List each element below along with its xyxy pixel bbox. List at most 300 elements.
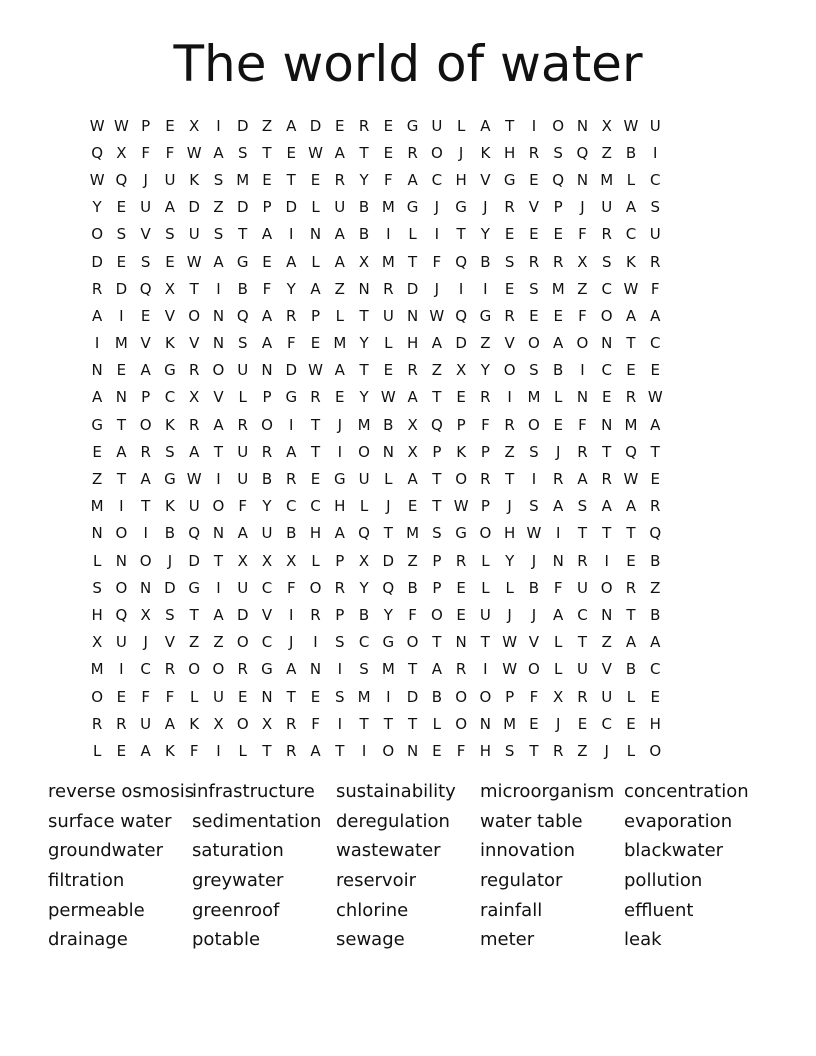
grid-letter: R <box>286 306 297 325</box>
grid-letter: N <box>212 524 225 543</box>
grid-letter: C <box>650 660 661 679</box>
grid-letter: E <box>650 470 660 489</box>
grid-letter: I <box>580 361 585 380</box>
grid-letter: I <box>361 741 367 760</box>
grid-letter: T <box>432 388 442 407</box>
grid-letter: K <box>626 252 636 271</box>
grid-letter: J <box>507 497 512 516</box>
grid-letter: F <box>262 279 272 298</box>
grid-letter: T <box>286 170 296 189</box>
grid-letter: Y <box>92 198 102 217</box>
grid-letter: U <box>188 225 200 244</box>
grid-letter: C <box>310 497 321 516</box>
grid-letter: C <box>358 633 370 652</box>
grid-letter: D <box>285 361 298 380</box>
grid-letter: N <box>552 551 564 570</box>
grid-letter: F <box>650 279 660 298</box>
grid-letter: J <box>143 633 148 652</box>
grid-letter: X <box>213 714 224 733</box>
grid-letter: L <box>626 741 636 760</box>
grid-letter: X <box>577 252 588 271</box>
grid-letter: B <box>625 660 637 679</box>
grid-letter: D <box>236 605 249 624</box>
grid-letter: Z <box>601 143 612 162</box>
grid-letter: Q <box>382 578 395 597</box>
grid-letter: T <box>505 116 515 135</box>
grid-letter: F <box>311 714 320 733</box>
word-list-item: wastewater <box>336 840 441 862</box>
grid-letter: M <box>90 660 104 679</box>
grid-letter: I <box>337 442 342 461</box>
grid-letter: L <box>311 551 320 570</box>
grid-letter: P <box>553 198 563 217</box>
grid-letter: C <box>650 170 661 189</box>
grid-letter: O <box>479 687 492 706</box>
grid-letter: U <box>261 524 273 543</box>
grid-row <box>85 139 733 166</box>
grid-letter: V <box>261 605 273 624</box>
grid-letter: J <box>580 198 585 217</box>
grid-letter: F <box>553 578 563 597</box>
grid-letter: E <box>116 687 127 706</box>
grid-letter: X <box>261 551 273 570</box>
word-list-item: regulator <box>480 870 563 892</box>
grid-letter: V <box>601 660 612 679</box>
grid-letter: S <box>529 279 539 298</box>
grid-letter: S <box>577 497 588 516</box>
grid-letter: A <box>310 279 321 298</box>
grid-letter: E <box>529 225 539 244</box>
grid-letter: I <box>458 279 464 298</box>
grid-letter: N <box>309 225 322 244</box>
grid-letter: W <box>453 497 469 516</box>
word-list-item: blackwater <box>624 840 724 862</box>
word-list-item: sewage <box>336 929 405 951</box>
grid-letter: G <box>164 470 176 489</box>
grid-letter: U <box>576 660 588 679</box>
grid-letter: N <box>115 388 128 407</box>
grid-letter: Z <box>480 334 491 353</box>
grid-letter: R <box>650 252 661 271</box>
grid-letter: E <box>456 388 466 407</box>
grid-letter: L <box>190 687 199 706</box>
grid-letter: D <box>236 116 249 135</box>
grid-letter: I <box>386 225 391 244</box>
grid-letter: V <box>140 225 151 244</box>
grid-letter: T <box>262 741 272 760</box>
word-list-item: meter <box>480 929 535 951</box>
grid-letter: N <box>601 415 613 434</box>
grid-letter: E <box>577 714 588 733</box>
grid-letter: E <box>626 714 636 733</box>
grid-letter: A <box>237 524 248 543</box>
grid-letter: J <box>531 605 537 624</box>
grid-letter: T <box>602 442 612 461</box>
grid-letter: T <box>650 442 660 461</box>
word-list-item: sedimentation <box>192 810 322 832</box>
grid-letter: R <box>504 306 515 325</box>
grid-letter: W <box>186 252 202 271</box>
grid-letter: R <box>504 198 515 217</box>
grid-letter: T <box>383 524 393 543</box>
grid-letter: O <box>649 741 662 760</box>
grid-letter: O <box>455 687 468 706</box>
grid-letter: R <box>480 388 491 407</box>
grid-letter: O <box>212 497 225 516</box>
grid-letter: N <box>455 633 467 652</box>
grid-letter: J <box>434 198 440 217</box>
grid-letter: I <box>119 497 124 516</box>
grid-letter: L <box>626 170 636 189</box>
grid-letter: D <box>164 578 176 597</box>
grid-letter: O <box>261 415 273 434</box>
grid-row <box>85 166 733 193</box>
grid-letter: M <box>236 170 250 189</box>
grid-letter: C <box>431 170 443 189</box>
grid-letter: S <box>432 524 442 543</box>
grid-letter: S <box>504 741 515 760</box>
grid-letter: F <box>286 334 296 353</box>
grid-letter: P <box>141 388 151 407</box>
grid-letter: N <box>91 524 103 543</box>
grid-letter: I <box>313 633 318 652</box>
grid-letter: I <box>216 279 221 298</box>
grid-letter: A <box>334 252 345 271</box>
grid-letter: N <box>212 334 225 353</box>
grid-letter: R <box>261 442 273 461</box>
grid-letter: T <box>359 143 369 162</box>
grid-letter: G <box>236 252 249 271</box>
grid-letter: D <box>309 116 322 135</box>
grid-letter: J <box>458 143 464 162</box>
grid-letter: E <box>310 170 321 189</box>
grid-letter: O <box>479 524 492 543</box>
word-list-item: reservoir <box>336 870 416 892</box>
grid-letter: X <box>553 687 564 706</box>
grid-letter: M <box>114 334 128 353</box>
grid-letter: C <box>625 225 637 244</box>
grid-letter: N <box>261 361 273 380</box>
grid-letter: U <box>479 605 491 624</box>
grid-letter: L <box>92 741 102 760</box>
grid-letter: A <box>92 388 103 407</box>
grid-letter: G <box>382 633 395 652</box>
grid-letter: G <box>164 361 176 380</box>
grid-letter: O <box>600 306 613 325</box>
grid-letter: I <box>94 334 100 353</box>
grid-letter: I <box>216 116 221 135</box>
grid-letter: E <box>383 116 394 135</box>
grid-letter: O <box>430 143 443 162</box>
grid-letter: J <box>555 714 561 733</box>
grid-letter: W <box>186 470 202 489</box>
grid-letter: Y <box>480 361 490 380</box>
grid-letter: X <box>189 388 200 407</box>
grid-letter: O <box>528 415 540 434</box>
word-list-item: evaporation <box>624 810 733 832</box>
grid-letter: Z <box>189 633 200 652</box>
word-list-item: infrastructure <box>192 781 315 802</box>
grid-letter: O <box>188 306 201 325</box>
grid-letter: S <box>601 252 612 271</box>
grid-letter: M <box>406 524 420 543</box>
grid-letter: T <box>626 334 636 353</box>
grid-letter: A <box>625 306 637 325</box>
grid-letter: A <box>92 306 103 325</box>
grid-letter: A <box>286 660 297 679</box>
grid-letter: X <box>286 551 297 570</box>
grid-letter: I <box>483 279 488 298</box>
grid-letter: R <box>552 470 564 489</box>
grid-letter: T <box>359 306 369 325</box>
grid-letter: D <box>236 198 249 217</box>
grid-letter: D <box>382 551 395 570</box>
grid-letter: E <box>456 578 466 597</box>
grid-letter: A <box>140 361 151 380</box>
grid-letter: W <box>429 306 445 325</box>
grid-letter: U <box>601 198 613 217</box>
grid-letter: R <box>91 279 103 298</box>
grid-letter: I <box>143 524 148 543</box>
grid-row <box>85 302 733 329</box>
grid-letter: S <box>92 578 102 597</box>
grid-letter: S <box>359 660 369 679</box>
grid-letter: S <box>140 252 151 271</box>
grid-letter: I <box>434 225 440 244</box>
grid-letter: E <box>310 470 321 489</box>
grid-letter: G <box>188 578 200 597</box>
grid-letter: U <box>649 225 661 244</box>
grid-letter: S <box>165 225 175 244</box>
grid-letter: V <box>164 306 176 325</box>
grid-letter: J <box>604 741 609 760</box>
grid-letter: R <box>237 415 248 434</box>
grid-letter: G <box>333 470 346 489</box>
grid-letter: J <box>483 198 488 217</box>
grid-letter: Q <box>430 415 443 434</box>
word-list-item: deregulation <box>336 810 450 832</box>
grid-letter: W <box>113 116 129 135</box>
grid-letter: L <box>554 633 563 652</box>
grid-letter: B <box>237 279 248 298</box>
grid-letter: O <box>236 633 249 652</box>
grid-letter: E <box>601 388 612 407</box>
grid-letter: C <box>577 605 588 624</box>
grid-letter: R <box>625 578 637 597</box>
grid-letter: D <box>406 279 419 298</box>
grid-letter: W <box>308 361 323 380</box>
grid-letter: A <box>310 741 321 760</box>
grid-letter: B <box>286 524 297 543</box>
grid-row <box>85 221 733 248</box>
grid-letter: E <box>432 741 442 760</box>
grid-letter: N <box>358 279 370 298</box>
grid-letter: D <box>91 252 103 271</box>
grid-letter: O <box>309 578 322 597</box>
grid-letter: S <box>553 143 563 162</box>
grid-letter: A <box>407 170 418 189</box>
grid-letter: X <box>237 551 248 570</box>
grid-letter: U <box>164 170 176 189</box>
grid-letter: R <box>237 660 248 679</box>
grid-letter: O <box>212 660 225 679</box>
grid-letter: A <box>650 306 661 325</box>
grid-letter: U <box>601 687 613 706</box>
grid-letter: I <box>604 551 609 570</box>
grid-letter: R <box>358 116 370 135</box>
grid-letter: F <box>456 741 466 760</box>
word-list-item: greywater <box>192 870 284 892</box>
grid-letter: I <box>386 687 391 706</box>
grid-letter: R <box>188 361 200 380</box>
word-list-item: drainage <box>48 929 128 951</box>
grid-letter: L <box>481 578 490 597</box>
grid-letter: T <box>408 252 418 271</box>
grid-letter: Q <box>455 252 468 271</box>
grid-letter: R <box>601 225 612 244</box>
grid-letter: P <box>262 198 272 217</box>
grid-letter: T <box>529 741 539 760</box>
grid-letter: U <box>358 470 370 489</box>
grid-row <box>85 384 733 411</box>
grid-letter: O <box>455 470 468 489</box>
grid-letter: Y <box>480 225 490 244</box>
grid-letter: S <box>335 633 345 652</box>
grid-letter: J <box>531 551 537 570</box>
word-list <box>48 777 768 955</box>
grid-letter: A <box>334 524 345 543</box>
grid-letter: S <box>213 225 224 244</box>
grid-letter: D <box>455 334 467 353</box>
grid-letter: Z <box>577 279 588 298</box>
grid-letter: C <box>286 497 297 516</box>
grid-letter: K <box>165 497 175 516</box>
grid-letter: P <box>505 687 515 706</box>
grid-letter: B <box>480 252 491 271</box>
grid-letter: L <box>481 551 490 570</box>
grid-letter: M <box>90 497 104 516</box>
grid-letter: E <box>383 361 394 380</box>
grid-letter: U <box>334 198 346 217</box>
grid-letter: T <box>116 470 126 489</box>
grid-letter: C <box>650 334 661 353</box>
grid-letter: B <box>528 578 540 597</box>
grid-letter: A <box>116 442 127 461</box>
grid-letter: T <box>577 524 588 543</box>
grid-letter: R <box>625 388 637 407</box>
grid-letter: A <box>407 470 418 489</box>
grid-letter: J <box>143 170 148 189</box>
grid-letter: E <box>529 306 539 325</box>
grid-letter: Z <box>407 551 418 570</box>
grid-letter: L <box>92 551 102 570</box>
grid-letter: E <box>262 170 272 189</box>
grid-letter: X <box>189 116 200 135</box>
grid-letter: Q <box>552 170 565 189</box>
grid-letter: O <box>430 605 443 624</box>
grid-letter: E <box>529 714 539 733</box>
grid-letter: J <box>434 279 440 298</box>
grid-letter: T <box>141 497 151 516</box>
grid-letter: C <box>261 633 273 652</box>
grid-letter: A <box>625 497 637 516</box>
grid-letter: G <box>406 198 419 217</box>
grid-letter: U <box>237 442 249 461</box>
grid-letter: T <box>213 442 224 461</box>
grid-letter: I <box>216 470 221 489</box>
grid-letter: J <box>555 442 561 461</box>
grid-letter: I <box>337 714 342 733</box>
grid-letter: Q <box>236 306 249 325</box>
grid-letter: X <box>261 714 273 733</box>
grid-letter: R <box>286 741 297 760</box>
grid-letter: I <box>289 225 294 244</box>
grid-letter: T <box>602 524 612 543</box>
grid-letter: F <box>578 306 587 325</box>
grid-letter: U <box>237 470 249 489</box>
grid-letter: C <box>261 578 273 597</box>
grid-letter: B <box>261 470 273 489</box>
grid-letter: T <box>456 225 466 244</box>
grid-letter: F <box>481 415 490 434</box>
grid-row <box>85 493 733 520</box>
grid-letter: X <box>407 415 418 434</box>
grid-letter: F <box>578 225 587 244</box>
grid-letter: E <box>529 170 539 189</box>
grid-letter: O <box>528 334 540 353</box>
grid-letter: Q <box>91 143 104 162</box>
grid-letter: N <box>261 687 273 706</box>
grid-letter: L <box>554 660 563 679</box>
grid-letter: I <box>507 388 512 407</box>
grid-letter: M <box>381 252 395 271</box>
grid-letter: A <box>286 116 297 135</box>
grid-letter: R <box>552 252 564 271</box>
grid-row <box>85 275 733 302</box>
word-list-item: groundwater <box>48 840 163 862</box>
grid-letter: O <box>91 225 104 244</box>
grid-letter: P <box>432 578 442 597</box>
grid-letter: L <box>432 714 442 733</box>
grid-letter: O <box>358 442 370 461</box>
grid-letter: A <box>261 334 273 353</box>
grid-letter: Q <box>139 279 152 298</box>
grid-row <box>85 574 733 601</box>
grid-letter: B <box>358 225 370 244</box>
grid-letter: O <box>91 687 104 706</box>
grid-letter: H <box>334 497 346 516</box>
grid-letter: W <box>647 388 663 407</box>
grid-row <box>85 656 733 683</box>
grid-letter: R <box>91 714 103 733</box>
grid-letter: D <box>406 687 419 706</box>
grid-letter: A <box>261 306 273 325</box>
grid-letter: U <box>431 116 443 135</box>
grid-letter: S <box>504 252 515 271</box>
word-list-item: chlorine <box>336 899 409 921</box>
grid-letter: A <box>334 225 345 244</box>
grid-letter: R <box>577 442 588 461</box>
grid-letter: A <box>431 334 442 353</box>
grid-letter: R <box>480 470 491 489</box>
grid-letter: E <box>116 198 127 217</box>
grid-letter: A <box>553 497 564 516</box>
grid-letter: X <box>140 605 151 624</box>
grid-letter: K <box>189 170 200 189</box>
grid-letter: Z <box>213 633 224 652</box>
grid-letter: E <box>626 361 636 380</box>
grid-letter: A <box>577 470 588 489</box>
